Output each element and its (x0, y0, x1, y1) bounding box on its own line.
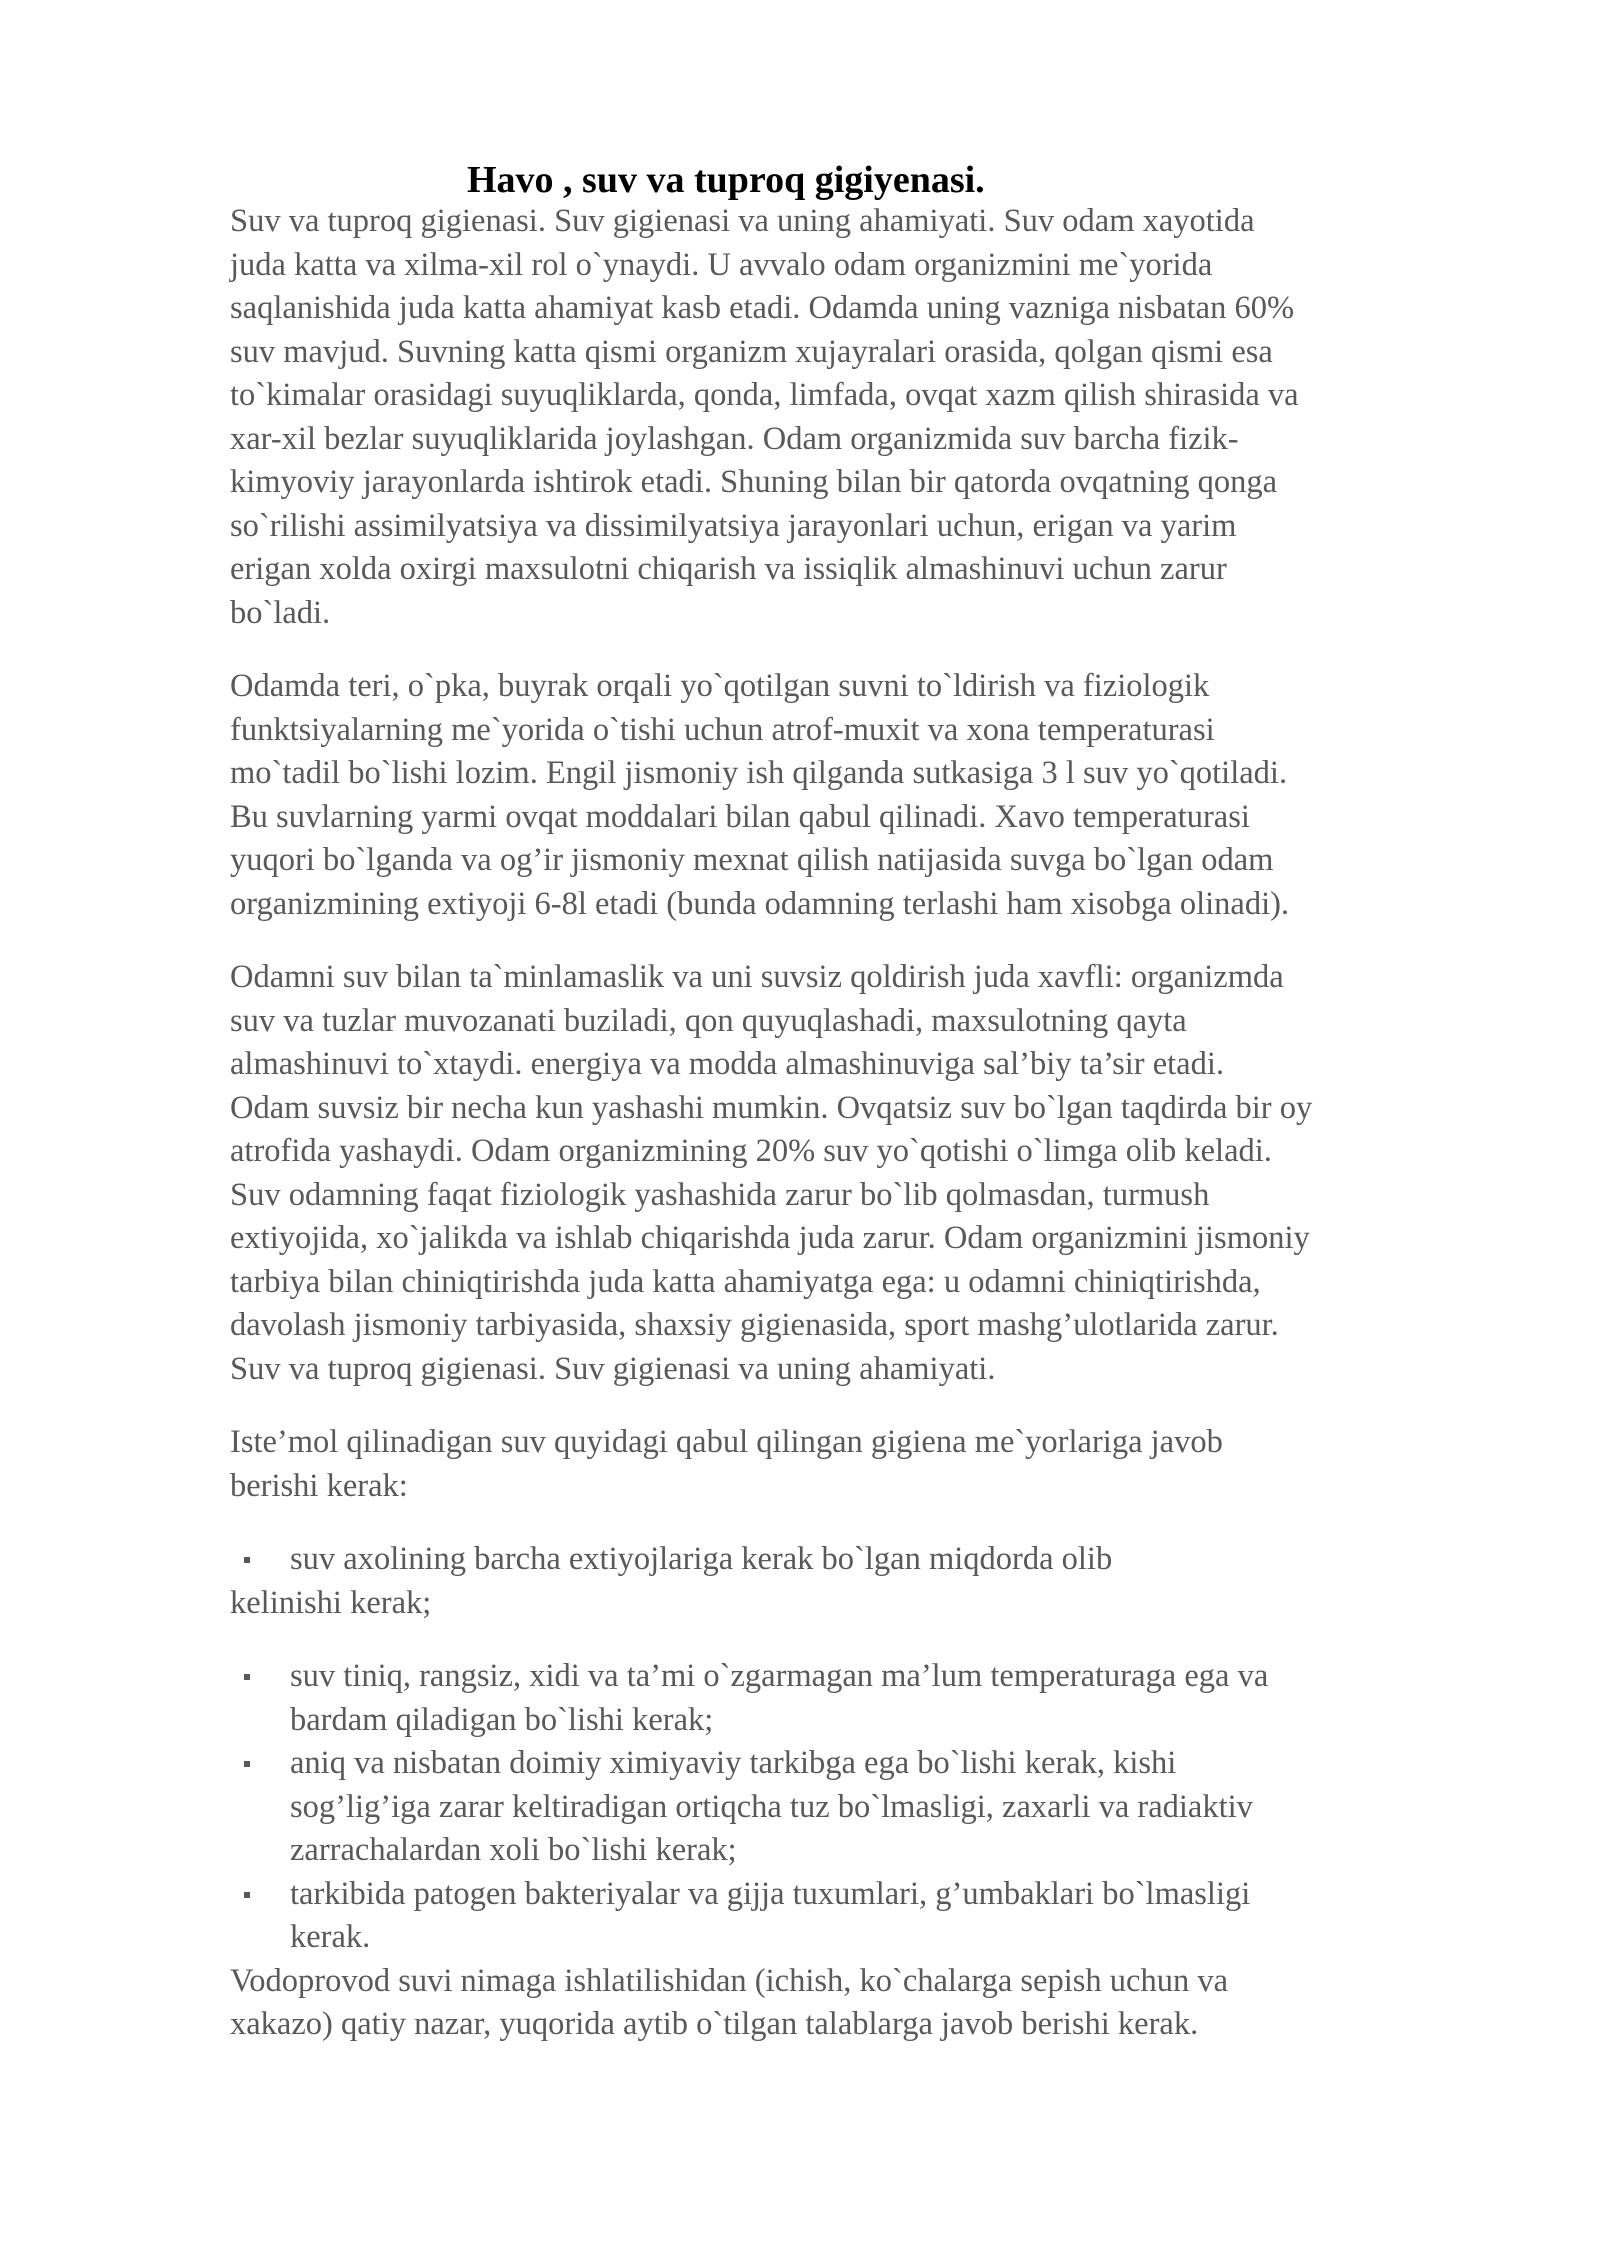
text-line: Vodoprovod suvi nimaga ishlatilishidan (ichish, ko`chalarga sepish uchun va (230, 1962, 1229, 1999)
text-line: Iste’mol qilinadigan suv quyidagi qabul qilingan gigiena me`yorlariga javob (230, 1424, 1223, 1460)
spacer (230, 1625, 1530, 1655)
text-line: organizmining extiyoji 6-8l etadi (bunda odamning terlashi ham xisobga olinadi). (230, 885, 1290, 922)
text-line: saqlanishida juda katta ahamiyat kasb etadi. Odamda uning vazniga nisbatan 60% (230, 290, 1295, 326)
text-line: so`rilishi assimilyatsiya va dissimilyatsiya jarayonlari uchun, erigan va yarim (230, 507, 1237, 544)
text-line: aniq va nisbatan doimiy ximiyaviy tarkibga ega bo`lishi kerak, kishi (290, 1745, 1177, 1781)
text-line: Odamni suv bilan ta`minlamaslik va uni suvsiz qoldirish juda xavfli: organizmda (230, 959, 1284, 995)
list-item (230, 1655, 1530, 1742)
text-line: to`kimalar orasidagi suyuqliklarda, qonda, limfada, ovqat xazm qilish shirasida va (230, 377, 1299, 413)
list-item (230, 1538, 1530, 1625)
text-line: tarkibida patogen bakteriyalar va gijja tuxumlari, g’umbaklari bo`lmasligi (290, 1875, 1251, 1912)
text-line: berishi kerak: (230, 1467, 408, 1504)
text-line: juda katta va xilma-xil rol o`ynaydi. U avvalo odam organizmini me`yorida (230, 246, 1213, 283)
text-line: Suv va tuproq gigienasi. Suv gigienasi va uning ahamiyati. (230, 1350, 996, 1387)
text-line: suv mavjud. Suvning katta qismi organizm xujayralari orasida, qolgan qismi esa (230, 333, 1273, 370)
list-item (230, 1742, 1530, 1873)
square-bullet-icon (244, 1674, 250, 1680)
text-line: extiyojida, xo`jalikda va ishlab chiqarishda juda zarur. Odam organizmini jismoniy (230, 1220, 1310, 1256)
requirements-list (230, 1655, 1530, 1960)
square-bullet-icon (244, 1557, 250, 1563)
text-line: suv va tuzlar muvozanati buziladi, qon quyuqlashadi, maxsulotning qayta (230, 1002, 1187, 1039)
document-title: Havo , suv va tuproq gigiyenasi. (467, 159, 985, 201)
text-line: Suv va tuproq gigienasi. Suv gigienasi va uning ahamiyati. Suv odam xayotida (230, 203, 1255, 239)
text-line: yuqori bo`lganda va og’ir jismoniy mexnat qilish natijasida suvga bo`lgan odam (230, 842, 1274, 878)
square-bullet-icon (244, 1761, 250, 1767)
text-line: kerak. (290, 1919, 371, 1955)
list-item (230, 1873, 1530, 1960)
paragraph-water-importance (230, 200, 1530, 635)
text-line: almashinuvi to`xtaydi. energiya va modda almashinuviga sal’biy ta’sir etadi. (230, 1046, 1225, 1082)
text-line: tarbiya bilan chiniqtirishda juda katta ahamiyatga ega: u odamni chiniqtirishda, (230, 1263, 1261, 1300)
text-line: Bu suvlarning yarmi ovqat moddalari bilan qabul qilinadi. Xavo temperaturasi (230, 798, 1250, 835)
text-line: erigan xolda oxirgi maxsulotni chiqarish va issiqlik almashinuvi uchun zarur (230, 551, 1227, 587)
paragraph-tap-water (230, 1960, 1530, 2047)
text-line: sog’lig’iga zarar keltiradigan ortiqcha tuz bo`lmasligi, zaxarli va radiaktiv (290, 1788, 1253, 1825)
requirements-list-first (230, 1538, 1530, 1625)
text-line: bo`ladi. (230, 594, 331, 631)
square-bullet-icon (244, 1892, 250, 1898)
text-line: zarrachalardan xoli bo`lishi kerak; (290, 1832, 737, 1868)
text-line: kelinishi kerak; (230, 1584, 432, 1621)
paragraph-water-loss (230, 665, 1530, 926)
text-line: xar-xil bezlar suyuqliklarida joylashgan. Odam organizmida suv barcha fizik- (230, 420, 1239, 457)
text-line: kimyoviy jarayonlarda ishtirok etadi. Shuning bilan bir qatorda ovqatning qonga (230, 464, 1278, 500)
text-line: funktsiyalarning me`yorida o`tishi uchun atrof-muxit va xona temperaturasi (230, 711, 1215, 748)
text-line: suv tiniq, rangsiz, xidi va ta’mi o`zgarmagan ma’lum temperaturaga ega va (290, 1658, 1269, 1694)
text-line: Odamda teri, o`pka, buyrak orqali yo`qotilgan suvni to`ldirish va fiziologik (230, 668, 1210, 704)
text-line: davolash jismoniy tarbiyasida, shaxsiy gigienasida, sport mashg’ulotlarida zarur. (230, 1307, 1279, 1343)
text-line: xakazo) qatiy nazar, yuqorida aytib o`tilgan talablarga javob berishi kerak. (230, 2006, 1199, 2042)
text-line: Odam suvsiz bir necha kun yashashi mumkin. Ovqatsiz suv bo`lgan taqdirda bir oy (230, 1089, 1313, 1126)
text-line: Suv odamning faqat fiziologik yashashida zarur bo`lib qolmasdan, turmush (230, 1176, 1210, 1213)
text-line: bardam qiladigan bo`lishi kerak; (290, 1701, 714, 1738)
text-line: suv axolining barcha extiyojlariga kerak bo`lgan miqdorda olib (290, 1541, 1113, 1577)
text-line: atrofida yashaydi. Odam organizmining 20% suv yo`qotishi o`limga olib keladi. (230, 1133, 1272, 1169)
text-line: mo`tadil bo`lishi lozim. Engil jismoniy ish qilganda sutkasiga 3 l suv yo`qotiladi. (230, 755, 1288, 791)
paragraph-dehydration (230, 956, 1530, 1391)
paragraph-requirements-intro (230, 1421, 1530, 1508)
document-body (230, 200, 1530, 2047)
